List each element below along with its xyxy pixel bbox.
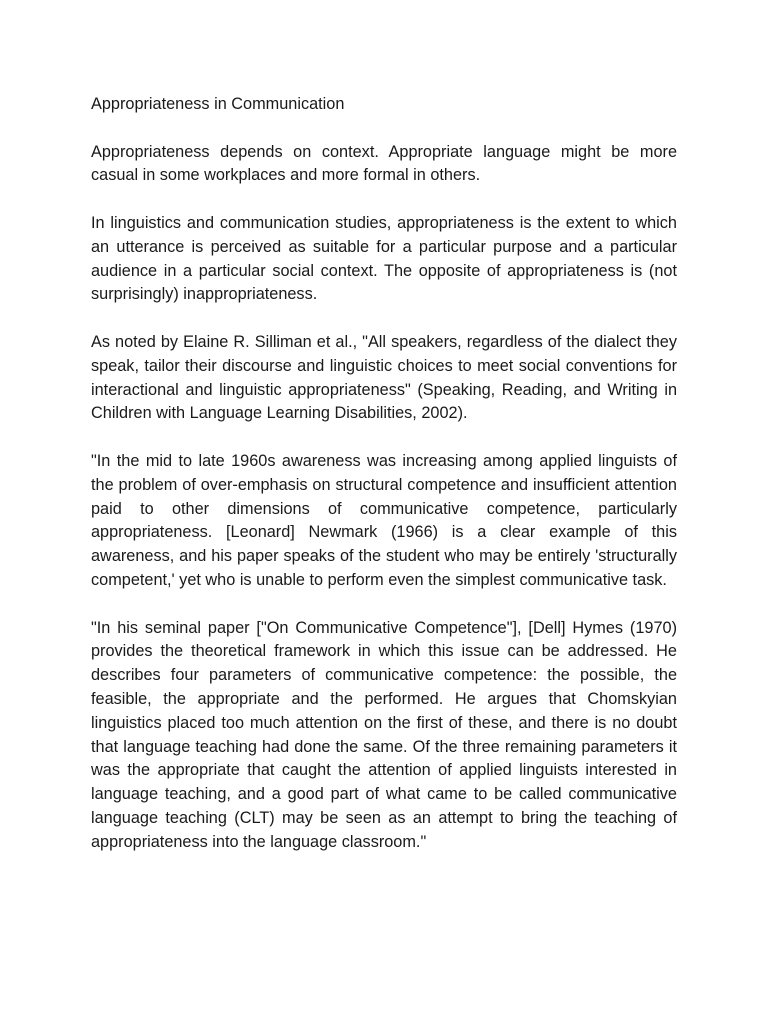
document-body xyxy=(91,93,677,878)
paragraph-4: "In the mid to late 1960s awareness was increasing among applied linguists of the problem of over-emphasis on structural competence and insufficient attention paid to other dimensions of communicative competence, particularly appropriateness. [Leonard] Newmark (1966) is a clear example of this awareness, and his paper speaks of the student who may be entirely 'structurally competent,' yet who is unable to perform even the simplest communicative task. xyxy=(91,451,677,589)
paragraph-5: "In his seminal paper ["On Communicative Competence"], [Dell] Hymes (1970) provides the theoretical framework in which this issue can be addressed. He describes four parameters of communicative competence: the possible, the feasible, the appropriate and the performed. He argues that Chomskyian linguistics placed too much attention on the first of these, and there is no doubt that language teaching had done the same. Of the three remaining parameters it was the appropriate that caught the attention of applied linguists interested in language teaching, and a good part of what came to be called communicative language teaching (CLT) may be seen as an attempt to bring the teaching of appropriateness into the language classroom." xyxy=(91,618,677,851)
paragraph-2: In linguistics and communication studies, appropriateness is the extent to which an utterance is perceived as suitable for a particular purpose and a particular audience in a particular social context. The opposite of appropriateness is (not surprisingly) inappropriateness. xyxy=(91,213,677,304)
document-title: Appropriateness in Communication xyxy=(91,95,345,113)
paragraph-1: Appropriateness depends on context. Appropriate language might be more casual in some workplaces and more formal in others. xyxy=(91,142,677,185)
paragraph-3: As noted by Elaine R. Silliman et al., "All speakers, regardless of the dialect they speak, tailor their discourse and linguistic choices to meet social conventions for interactional and linguistic appropriateness" (Speaking, Reading, and Writing in Children with Language Learning Disabilities, 2002). xyxy=(91,332,677,423)
